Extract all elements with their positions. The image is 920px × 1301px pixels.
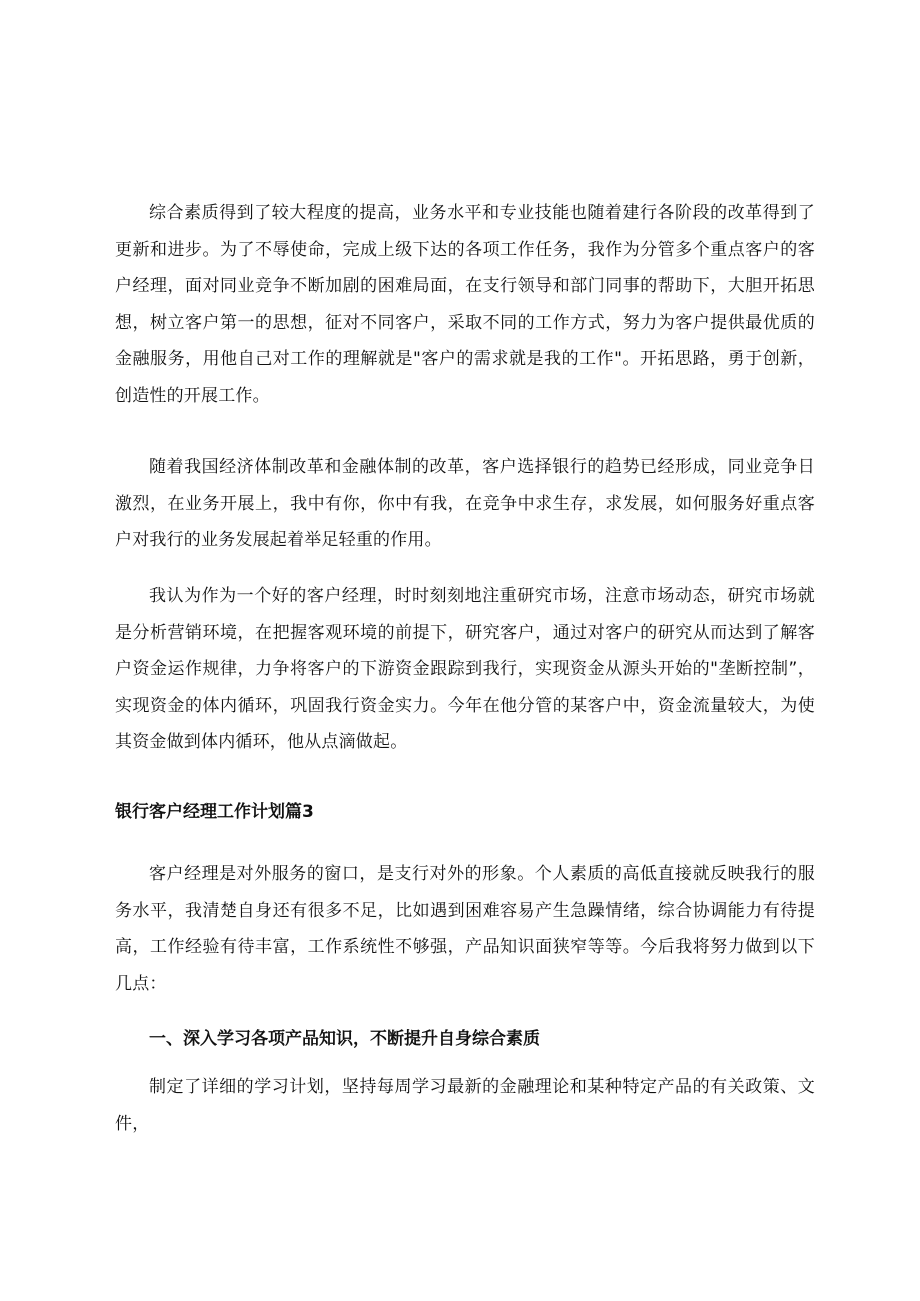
- subheading-1: 一、深入学习各项产品知识，不断提升自身综合素质: [149, 1029, 540, 1049]
- paragraph-last: 制定了详细的学习计划，坚持每周学习最新的金融理论和某种特定产品的有关政策、文件，: [115, 1077, 815, 1134]
- paragraph-3: 我认为作为一个好的客户经理，时时刻刻地注重研究市场，注意市场动态，研究市场就是分析营销环境，在把握客观环境的前提下，研究客户，通过对客户的研究从而达到了解客户资金运作规律，力争将客户的下游资金跟踪到我行，实现资金从源头开始的"垄断控制”，实现资金的体内循环，巩固我行资金实力。今年在他分管的某客户中，资金流量较大，为使其资金做到体内循环，他从点滴做起。: [115, 586, 815, 752]
- paragraph-2: 随着我国经济体制改革和金融体制的改革，客户选择银行的趋势已经形成，同业竞争日激烈，在业务开展上，我中有你，你中有我，在竞争中求生存，求发展，如何服务好重点客户对我行的业务发展起着举足轻重的作用。: [115, 457, 815, 550]
- section-paragraph: 客户经理是对外服务的窗口，是支行对外的形象。个人素质的高低直接就反映我行的服务水平，我清楚自身还有很多不足，比如遇到困难容易产生急躁情绪，综合协调能力有待提高，工作经验有待丰富，工作系统性不够强，产品知识面狭窄等等。今后我将努力做到以下几点：: [115, 864, 815, 994]
- paragraph-1: 综合素质得到了较大程度的提高，业务水平和专业技能也随着建行各阶段的改革得到了更新和进步。为了不辱使命，完成上级下达的各项工作任务，我作为分管多个重点客户的客户经理，面对同业竞争不断加剧的困难局面，在支行领导和部门同事的帮助下，大胆开拓思想，树立客户第一的思想，征对不同客户，采取不同的工作方式，努力为客户提供最优质的金融服务，用他自己对工作的理解就是"客户的需求就是我的工作"。开拓思路，勇于创新，创造性的开展工作。: [115, 203, 815, 406]
- section-title: 银行客户经理工作计划篇3: [115, 802, 314, 822]
